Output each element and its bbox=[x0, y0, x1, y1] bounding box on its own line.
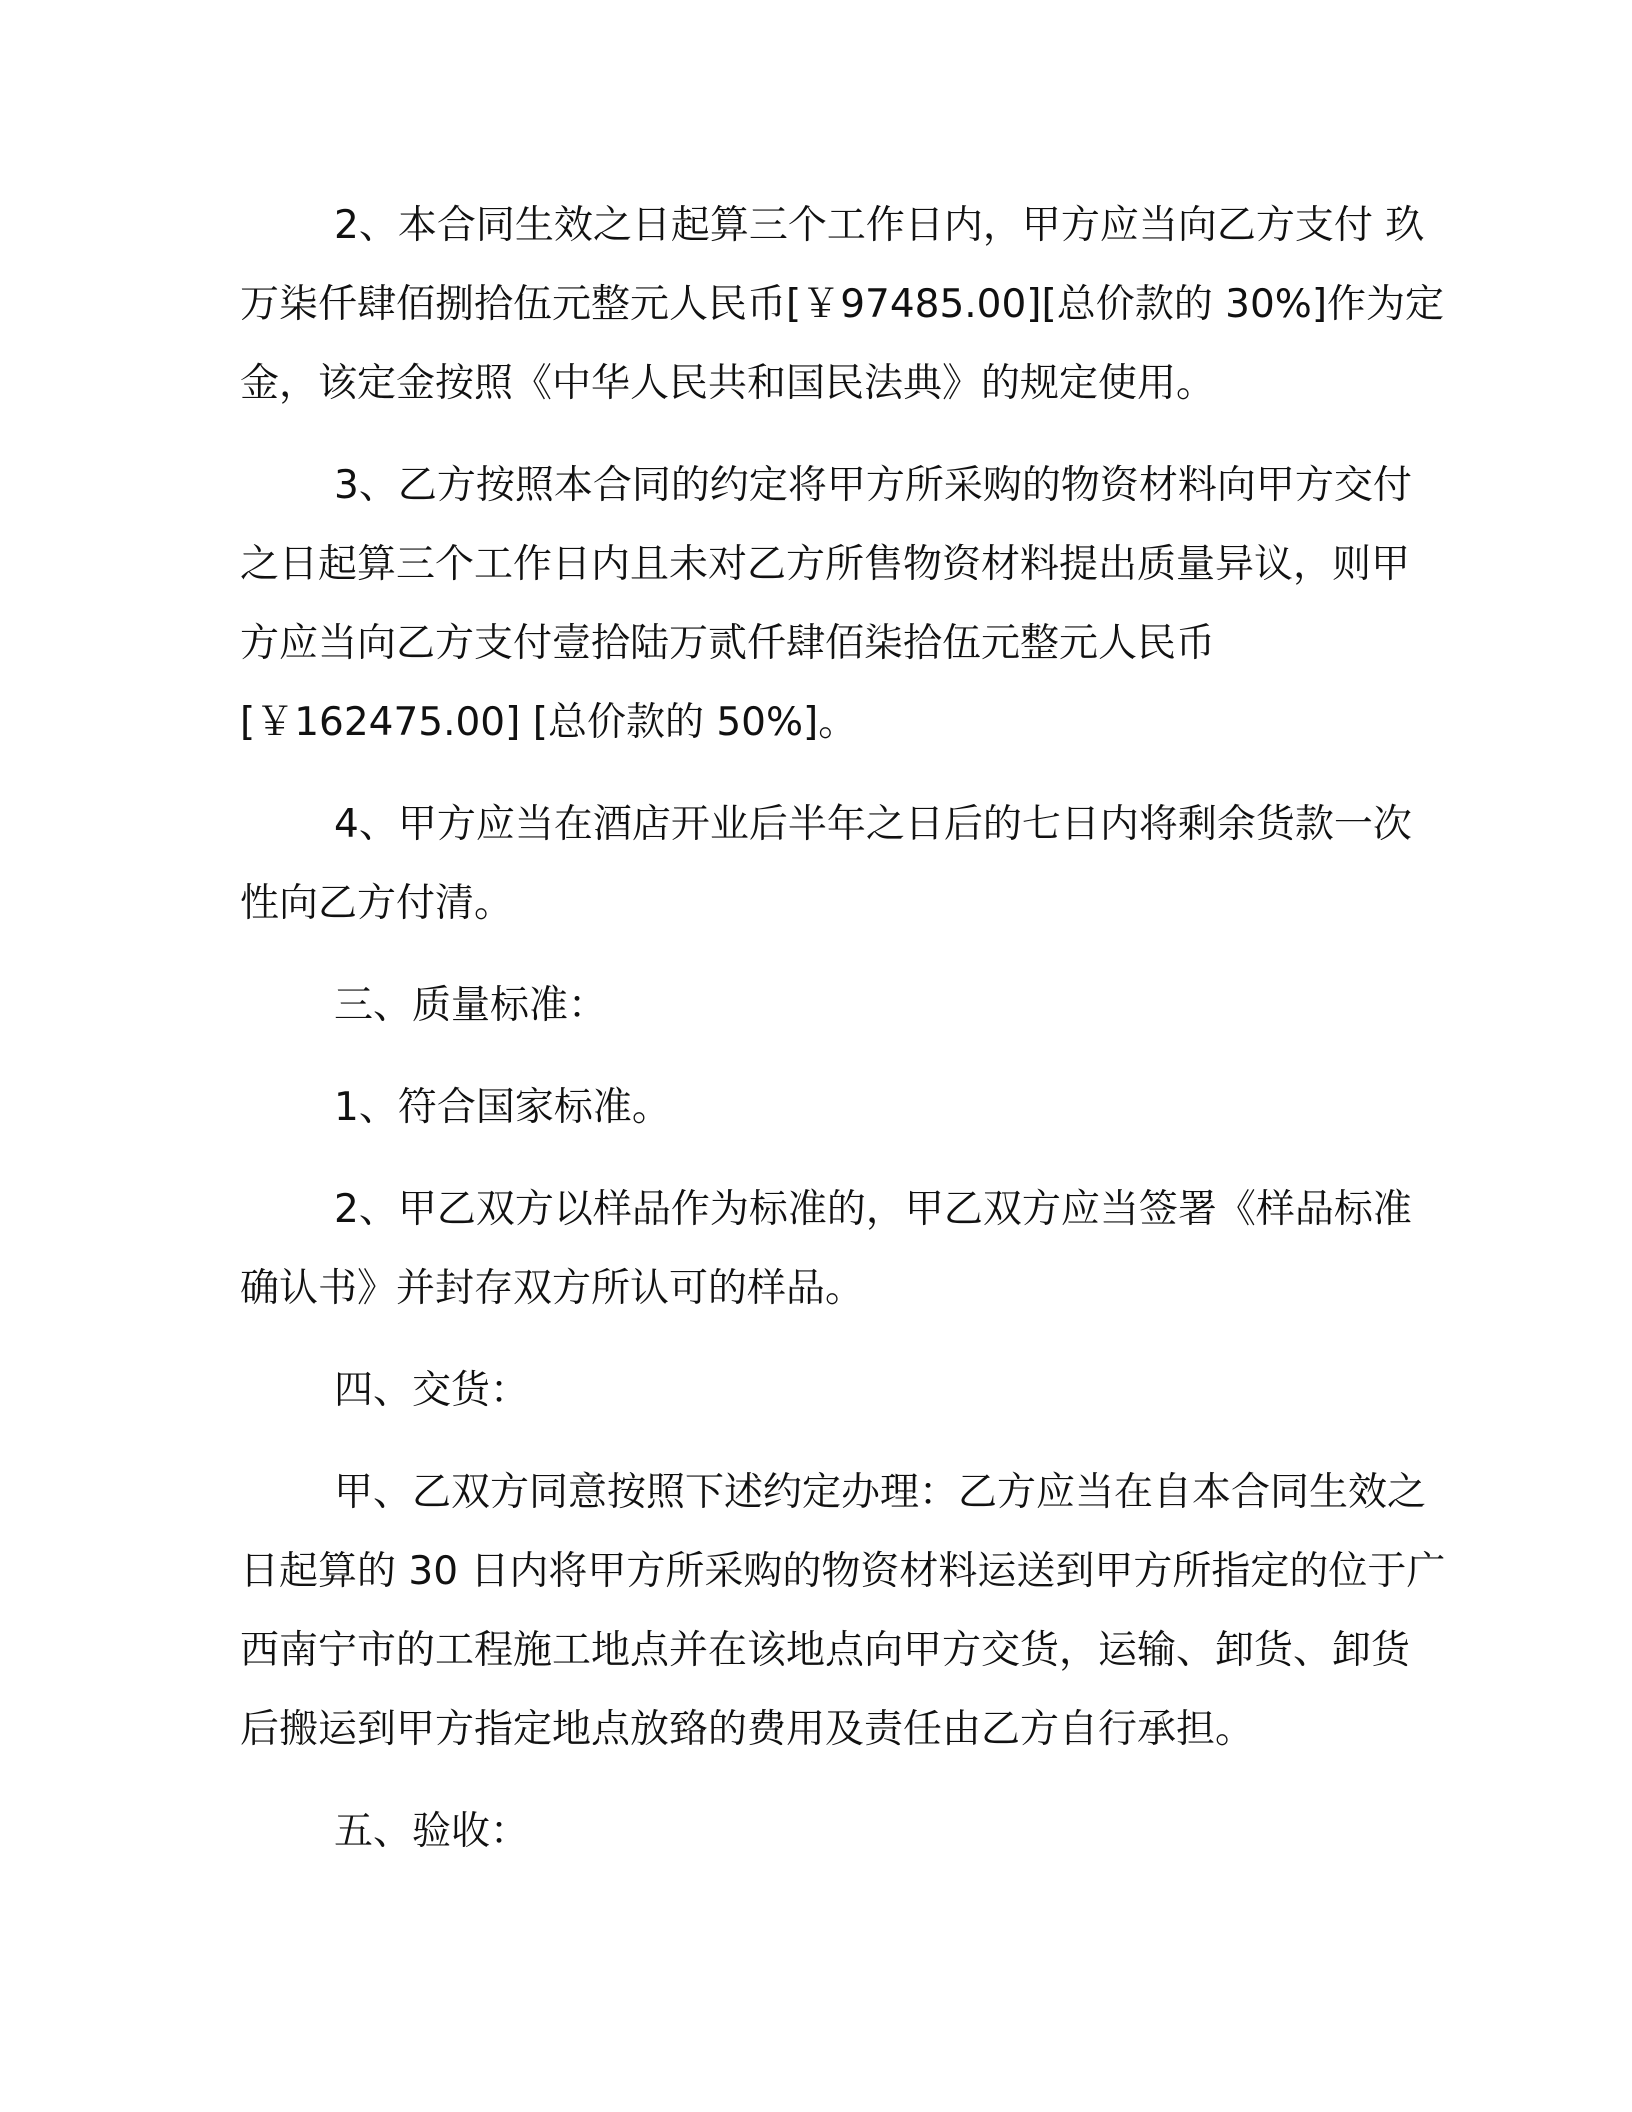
paragraph-payment-3 bbox=[240, 446, 1412, 762]
paragraph-payment-4 bbox=[240, 785, 1412, 943]
text-line: 2、甲乙双方以样品作为标准的，甲乙双方应当签署《样品标准 bbox=[334, 1187, 1412, 1232]
text-line: 日起算的 30 日内将甲方所采购的物资材料运送到甲方所指定的位于广 bbox=[240, 1549, 1446, 1594]
text-line: 金，该定金按照《中华人民共和国民法典》的规定使用。 bbox=[240, 361, 1216, 406]
text-line: 4、甲方应当在酒店开业后半年之日后的七日内将剩余货款一次 bbox=[334, 802, 1412, 847]
section-heading-delivery: 四、交货： bbox=[334, 1368, 530, 1413]
paragraph-payment-2 bbox=[240, 186, 1445, 423]
text-line: 方应当向乙方支付壹拾陆万贰仟肆佰柒拾伍元整元人民币 bbox=[240, 621, 1216, 666]
paragraph-quality-2 bbox=[240, 1170, 1412, 1328]
text-line: 之日起算三个工作日内且未对乙方所售物资材料提出质量异议，则甲 bbox=[240, 542, 1411, 587]
text-line: 确认书》并封存双方所认可的样品。 bbox=[240, 1266, 865, 1311]
section-heading-quality: 三、质量标准： bbox=[334, 983, 608, 1028]
text-line: 西南宁市的工程施工地点并在该地点向甲方交货，运输、卸货、卸货 bbox=[240, 1628, 1411, 1673]
text-line: [￥162475.00] [总价款的 50%]。 bbox=[240, 700, 858, 745]
section-heading-acceptance: 五、验收： bbox=[334, 1809, 530, 1854]
paragraph-quality-1: 1、符合国家标准。 bbox=[334, 1085, 671, 1130]
document-body bbox=[240, 186, 1446, 1894]
text-line: 万柒仟肆佰捌拾伍元整元人民币[￥97485.00][总价款的 30%]作为定 bbox=[240, 282, 1445, 327]
text-line: 甲、乙双方同意按照下述约定办理：乙方应当在自本合同生效之 bbox=[334, 1470, 1427, 1515]
text-line: 后搬运到甲方指定地点放臵的费用及责任由乙方自行承担。 bbox=[240, 1707, 1255, 1752]
text-line: 性向乙方付清。 bbox=[240, 881, 514, 926]
paragraph-delivery bbox=[240, 1453, 1446, 1769]
text-line: 2、本合同生效之日起算三个工作日内，甲方应当向乙方支付 玖 bbox=[334, 203, 1425, 248]
text-line: 3、乙方按照本合同的约定将甲方所采购的物资材料向甲方交付 bbox=[334, 463, 1412, 508]
